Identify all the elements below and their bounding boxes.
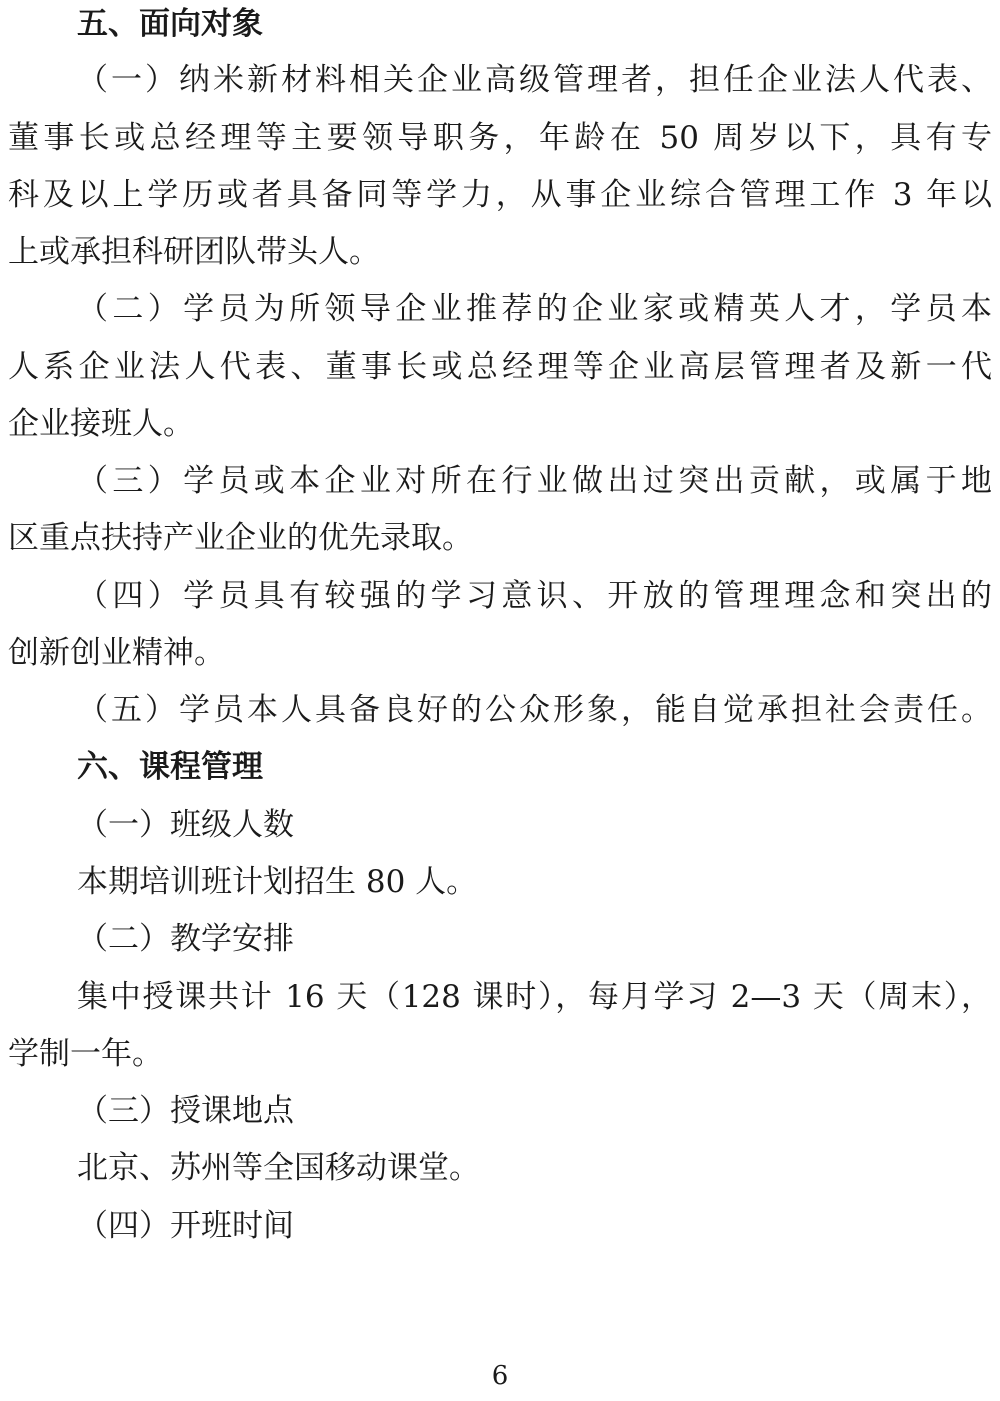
item-3-line-2: 区重点扶持产业企业的优先录取。 xyxy=(8,520,473,556)
item-3-line-1: （三）学员或本企业对所在行业做出过突出贡献，或属于地 xyxy=(77,463,992,499)
subsection-1-title: （一）班级人数 xyxy=(77,807,294,843)
section-5-heading: 五、面向对象 xyxy=(77,6,263,42)
subsection-2-title: （二）教学安排 xyxy=(77,921,294,957)
subsection-1-body: 本期培训班计划招生 80 人。 xyxy=(77,864,478,900)
item-1-line-1: （一）纳米新材料相关企业高级管理者，担任企业法人代表、 xyxy=(77,62,992,98)
item-1-line-2: 董事长或总经理等主要领导职务，年龄在 50 周岁以下，具有专 xyxy=(8,120,992,156)
item-4-line-2: 创新创业精神。 xyxy=(8,635,225,671)
subsection-3-title: （三）授课地点 xyxy=(77,1093,294,1129)
item-1-line-4: 上或承担科研团队带头人。 xyxy=(8,234,380,270)
subsection-2-line-1: 集中授课共计 16 天（128 课时），每月学习 2—3 天（周末）， xyxy=(77,979,992,1015)
item-2-line-1: （二）学员为所领导企业推荐的企业家或精英人才，学员本 xyxy=(77,291,992,327)
subsection-4-title: （四）开班时间 xyxy=(77,1208,294,1244)
item-4-line-1: （四）学员具有较强的学习意识、开放的管理理念和突出的 xyxy=(77,578,992,614)
page-number: 6 xyxy=(491,1361,509,1391)
item-1-line-3: 科及以上学历或者具备同等学力，从事企业综合管理工作 3 年以 xyxy=(8,177,992,213)
section-6-heading: 六、课程管理 xyxy=(77,749,263,785)
item-5-line-1: （五）学员本人具备良好的公众形象，能自觉承担社会责任。 xyxy=(77,692,992,728)
subsection-2-line-2: 学制一年。 xyxy=(8,1036,163,1072)
subsection-3-body: 北京、苏州等全国移动课堂。 xyxy=(77,1150,480,1186)
item-2-line-3: 企业接班人。 xyxy=(8,406,194,442)
item-2-line-2: 人系企业法人代表、董事长或总经理等企业高层管理者及新一代 xyxy=(8,349,992,385)
